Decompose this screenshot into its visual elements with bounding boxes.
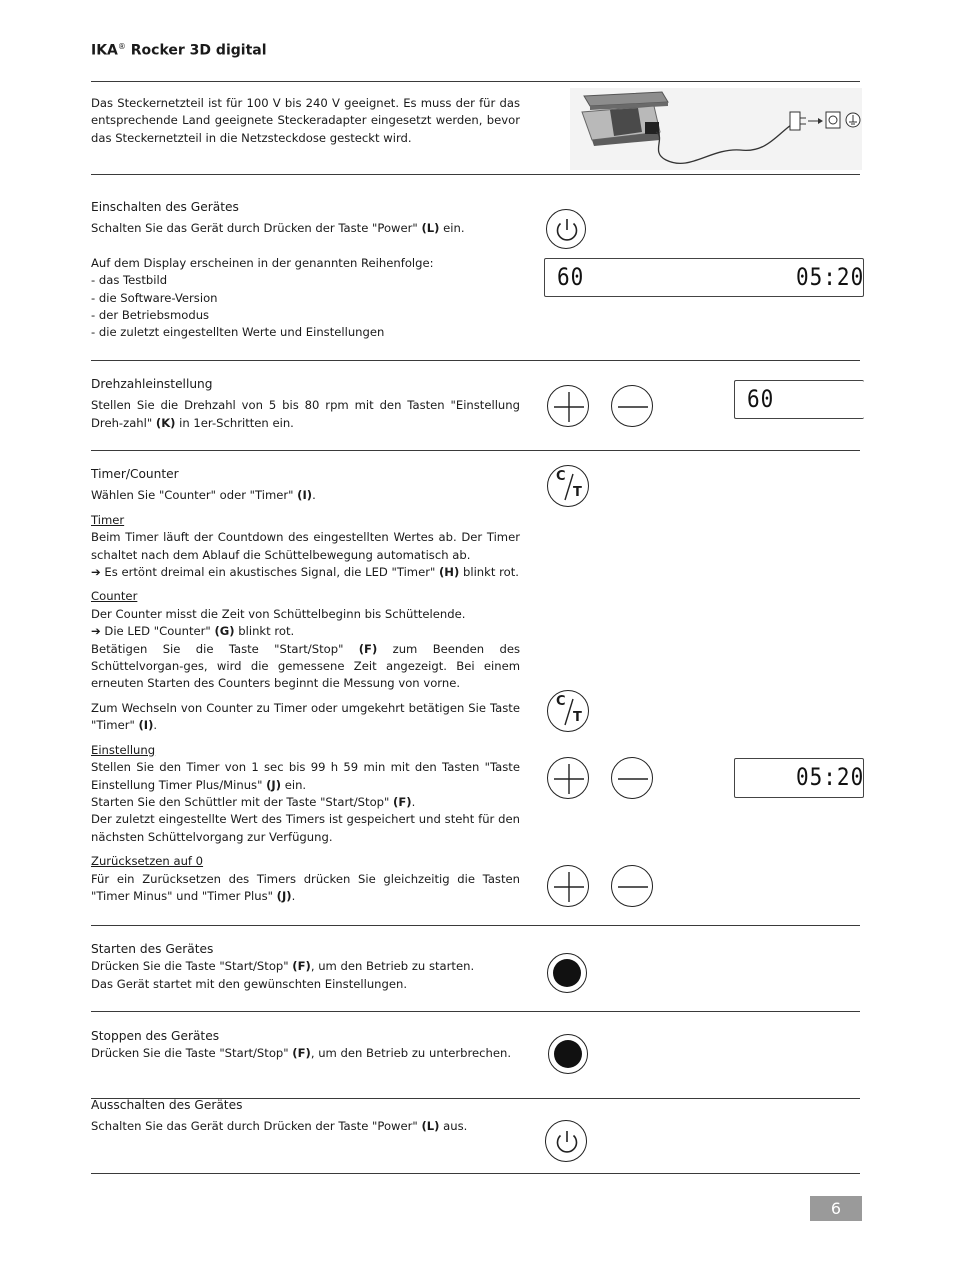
counter-letter: C [556, 469, 566, 484]
counter-description: Der Counter misst die Zeit von Schüttelbeginn bis Schüttelende. [91, 606, 466, 621]
counter-start-note: Betätigen Sie die Taste "Start/Stop" (F) zum Beenden des Schüttelvorgan-ges, wird die gemessene Zeit angezeigt. Bei einem erneuten Starten des Counters beginnt die Messung von vorne. [91, 641, 520, 691]
select-mode-instruction: Wählen Sie "Counter" oder "Timer" (I). [91, 488, 316, 503]
plus-icon [548, 866, 590, 908]
timer-description: Beim Timer läuft der Countdown des eingestellten Wertes ab. Der Timer schaltet nach dem Ablauf die Schüttelbewegung automatisch ab. [91, 530, 520, 562]
power-icon [547, 210, 587, 250]
speed-instruction: Stellen Sie die Drehzahl von 5 bis 80 rpm mit den Tasten "Einstellung Dreh-zahl" (K) in 1er-Schritten ein. [91, 398, 520, 430]
plus-icon [548, 386, 590, 428]
counter-letter: C [556, 694, 566, 709]
speed-readout: 60 [747, 385, 775, 413]
reset-instruction: Für ein Zurücksetzen des Timers drücken Sie gleichzeitig die Tasten "Timer Minus" und "Timer Plus" (J). [91, 871, 520, 903]
start-stop-icon [554, 1040, 582, 1068]
timer-subtitle: Timer [91, 512, 125, 527]
speed-display [734, 380, 864, 419]
speed-readout: 60 [557, 263, 585, 291]
arrow-right-icon: ➔ [91, 624, 101, 639]
setting-saved-note: Der zuletzt eingestellte Wert des Timers ist gespeichert und steht für den nächsten Schüttelvorgang zur Verfügung. [91, 812, 520, 844]
timer-counter-section [91, 466, 520, 905]
power-supply-text: Das Steckernetzteil ist für 100 V bis 240 V geeignet. Es muss der für das entsprechende Land geeignete Steckeradapter eingesetzt werden, bevor das Steckernetzteil in die Netzsteckdose gesteckt wird. [91, 96, 520, 145]
divider [91, 174, 860, 175]
start-stop-button[interactable] [548, 1034, 588, 1074]
list-item: - der Betriebsmodus [91, 308, 210, 323]
divider [91, 1173, 860, 1174]
time-readout: 05:20 [796, 763, 865, 791]
page-number: 6 [810, 1196, 862, 1221]
speed-minus-button[interactable] [611, 385, 653, 427]
minus-icon [612, 758, 654, 800]
switch-on-heading: Einschalten des Gerätes [91, 200, 239, 214]
registered-mark: ® [117, 42, 126, 51]
counter-led-note: ➔ Die LED "Counter" (G) blinkt rot. [91, 624, 295, 639]
display-intro: Auf dem Display erscheinen in der genannten Reihenfolge: [91, 255, 434, 270]
divider [91, 81, 860, 82]
counter-subtitle: Counter [91, 589, 138, 604]
timer-plus-button[interactable] [547, 757, 589, 799]
lcd-display [544, 258, 864, 297]
switch-off-heading: Ausschalten des Gerätes [91, 1098, 243, 1112]
timer-plus-button[interactable] [547, 865, 589, 907]
power-icon [546, 1121, 588, 1163]
counter-timer-icon [548, 466, 590, 508]
counter-timer-icon [548, 691, 590, 733]
switch-on-section [91, 199, 520, 342]
list-item: - die Software-Version [91, 290, 218, 305]
arrow-right-icon: ➔ [91, 565, 101, 580]
document-title [91, 42, 267, 59]
speed-plus-button[interactable] [547, 385, 589, 427]
list-item: - die zuletzt eingestellten Werte und Einstellungen [91, 325, 385, 340]
device-illustration [570, 88, 862, 170]
counter-timer-button[interactable] [547, 465, 589, 507]
setting-instruction: Stellen Sie den Timer von 1 sec bis 99 h 59 min mit den Tasten "Taste Einstellung Timer Plus/Minus" (J) ein. [91, 760, 520, 792]
divider [91, 1011, 860, 1012]
divider [91, 450, 860, 451]
divider [91, 360, 860, 361]
start-section [91, 941, 520, 993]
stop-heading: Stoppen des Gerätes [91, 1029, 220, 1043]
timer-counter-heading: Timer/Counter [91, 467, 179, 481]
setting-start-note: Starten Sie den Schüttler mit der Taste "Start/Stop" (F). [91, 794, 416, 809]
timer-display [734, 758, 864, 798]
start-heading: Starten des Gerätes [91, 942, 214, 956]
minus-icon [612, 866, 654, 908]
start-stop-icon [553, 959, 581, 987]
speed-heading: Drehzahleinstellung [91, 377, 213, 391]
brand-name: IKA [91, 42, 118, 59]
power-button[interactable] [546, 209, 586, 249]
time-readout: 05:20 [796, 263, 865, 291]
switch-off-instruction: Schalten Sie das Gerät durch Drücken der Taste "Power" (L) aus. [91, 1119, 468, 1134]
timer-minus-button[interactable] [611, 865, 653, 907]
timer-minus-button[interactable] [611, 757, 653, 799]
plus-icon [548, 758, 590, 800]
start-instruction: Drücken Sie die Taste "Start/Stop" (F), um den Betrieb zu starten. [91, 959, 475, 974]
switch-on-instruction: Schalten Sie das Gerät durch Drücken der Taste "Power" (L) ein. [91, 221, 465, 236]
divider [91, 925, 860, 926]
minus-icon [612, 386, 654, 428]
start-stop-button[interactable] [547, 953, 587, 993]
mode-switch-note: Zum Wechseln von Counter zu Timer oder umgekehrt betätigen Sie Taste "Timer" (I). [91, 700, 520, 733]
timer-letter: T [573, 485, 582, 500]
stop-instruction: Drücken Sie die Taste "Start/Stop" (F), um den Betrieb zu unterbrechen. [91, 1046, 512, 1061]
list-item: - das Testbild [91, 273, 168, 288]
switch-off-section [91, 1097, 520, 1136]
model-name: Rocker 3D digital [130, 42, 267, 59]
timer-letter: T [573, 710, 582, 725]
stop-section [91, 1028, 520, 1063]
speed-section [91, 376, 520, 432]
counter-timer-button[interactable] [547, 690, 589, 732]
power-button[interactable] [545, 1120, 587, 1162]
timer-signal-note: ➔ Es ertönt dreimal ein akustisches Signal, die LED "Timer" (H) blinkt rot. [91, 565, 519, 580]
reset-subtitle: Zurücksetzen auf 0 [91, 854, 204, 869]
setting-subtitle: Einstellung [91, 742, 156, 757]
start-note: Das Gerät startet mit den gewünschten Einstellungen. [91, 976, 408, 991]
